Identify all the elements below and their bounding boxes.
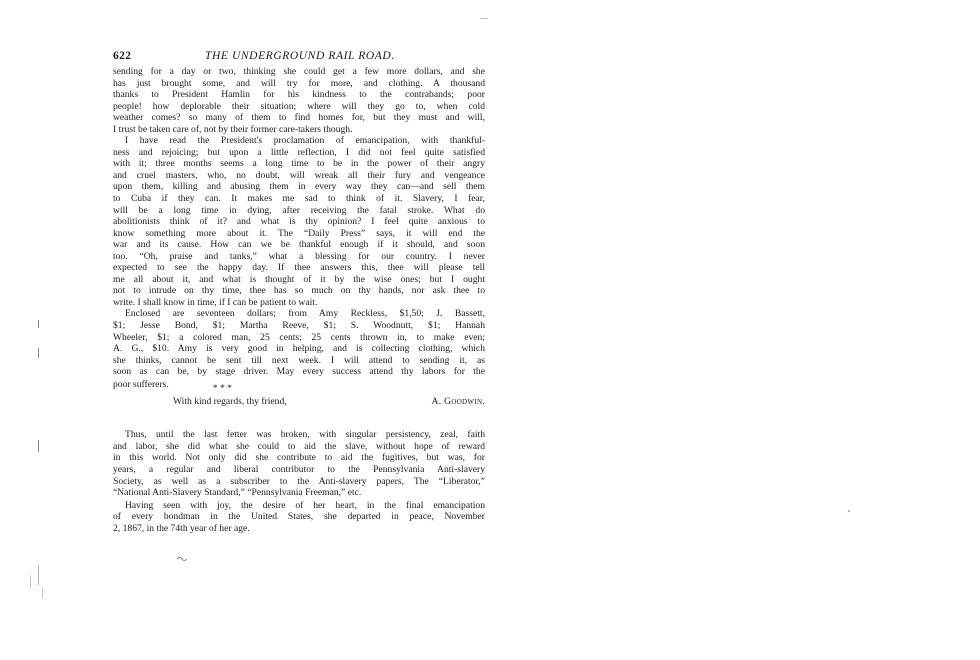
scan-artifact xyxy=(38,440,39,452)
letter-paragraph-1 xyxy=(113,66,485,135)
text-line: 2, 1867, in the 74th year of her age. xyxy=(113,522,250,534)
text-line: Society, as well as a subscriber to the Anti-slavery papers, The “Liberator,” xyxy=(113,475,485,487)
scan-artifact xyxy=(38,348,39,358)
text-line: ness and rejoicing; but upon a little reflection, I did not feel quite satisfied xyxy=(113,146,485,158)
text-line: sending for a day or two, thinking she could get a few more dollars, and she xyxy=(113,66,485,77)
text-line: war and its cause. How can we be thankful enough if it should, and soon xyxy=(113,239,485,251)
scan-smudge xyxy=(176,554,188,566)
text-line: expected to see the happy day. If thee answers this, thee will please tell xyxy=(113,262,485,274)
scan-artifact xyxy=(480,18,488,19)
text-line: of every bondman in the United States, she departed in peace, November xyxy=(113,511,485,523)
text-line: Wheeler, $1; a colored man, 25 cents; 25 cents thrown in, to make even; xyxy=(113,331,485,343)
text-line: thanks to President Hamlin for his kindness to the contrabands; poor xyxy=(113,89,485,101)
text-line: write. I shall know in time, if I can be patient to wait. xyxy=(113,296,318,308)
page-number: 622 xyxy=(113,50,132,62)
letter-paragraph-3 xyxy=(113,308,485,395)
scan-artifact xyxy=(30,575,31,589)
text-line: she thinks, cannot be sent till next week. I will attend to sending it, as xyxy=(113,354,485,366)
scan-artifact xyxy=(848,510,850,512)
text-line: and cruel masters, who, no doubt, will wreak all their fury and vengeance xyxy=(113,169,485,181)
text-line: weather comes? so many of them to find homes for, but they must and will, xyxy=(113,112,485,124)
text-line: soon as can be, by stage driver. May every success attend thy labors for the xyxy=(113,366,485,378)
text-line: Thus, until the last fetter was broken, with singular persistency, zeal, faith xyxy=(125,429,485,441)
text-line: I have read the President's proclamation of emancipation, with thankful- xyxy=(125,135,485,147)
text-line: not to intrude on thy time, thee has so much on thy hands, nor ask thee to xyxy=(113,285,485,297)
text-line: has just brought some, and will try for more, and clothing. A thousand xyxy=(113,77,485,89)
text-line: Having seen with joy, the desire of her heart, in the final emancipation xyxy=(125,499,485,511)
narrative-paragraph-1 xyxy=(113,429,485,498)
scan-artifact xyxy=(42,588,43,598)
text-line: will be a long time in dying, after receiving the fatal stroke. What do xyxy=(113,204,485,216)
text-line: too. “Oh, praise and tanks,” what a blessing for our country. I never xyxy=(113,250,485,262)
closing-salutation: With kind regards, thy friend, xyxy=(173,395,287,407)
running-title: THE UNDERGROUND RAIL ROAD. xyxy=(205,50,395,62)
book-page xyxy=(113,50,485,534)
text-line: “National Anti-Slavery Standard,” “Pennsylvania Freeman,” etc. xyxy=(113,487,362,499)
text-line: in this world. Not only did she contribute to aid the fugitives, but was, for xyxy=(113,452,485,464)
text-line: years, a regular and liberal contributor to the Pennsylvania Anti-slavery xyxy=(113,463,485,475)
letter-closing xyxy=(113,396,485,408)
letter-signature: A. Goodwin. xyxy=(431,395,485,407)
text-line: upon them, killing and abusing them in every way they can—and sell them xyxy=(113,181,485,193)
text-line: $1; Jesse Bond, $1; Martha Reeve, $1; S. Woodnutt, $1; Hannah xyxy=(113,320,485,332)
text-line: I trust be taken care of, not by their former care-takers though. xyxy=(113,123,353,135)
text-line: and labor, she did what she could to aid the slave, without hope of reward xyxy=(113,440,485,452)
scan-artifact xyxy=(38,565,39,585)
narrative-paragraph-2 xyxy=(113,500,485,535)
text-line: know something more about it. The “Daily Press” says, it will end the xyxy=(113,227,485,239)
letter-paragraph-2 xyxy=(113,135,485,308)
text-line: A. G., $10. Amy is very good in helping, and is collecting clothing, which xyxy=(113,343,485,355)
scan-artifact xyxy=(38,320,39,328)
text-line: Enclosed are seventeen dollars; from Amy Reckless, $1,50; J. Bassett, xyxy=(125,308,485,320)
section-stars: * * * xyxy=(212,382,232,394)
text-line: to Cuba if they can. It makes me sad to think of it. Slavery, I fear, xyxy=(113,193,485,205)
page-header xyxy=(113,50,485,66)
text-line: abolitionists think of it? and what is thy opinion? I feel quite anxious to xyxy=(113,216,485,228)
text-line: poor sufferers. xyxy=(113,379,169,391)
text-line: me all about it, and what is thought of it by the wise ones; but I ought xyxy=(113,273,485,285)
text-line: people! how deplorable their situation; where will they go to, when cold xyxy=(113,100,485,112)
text-line: with it; three months seems a long time to be in the power of their angry xyxy=(113,158,485,170)
